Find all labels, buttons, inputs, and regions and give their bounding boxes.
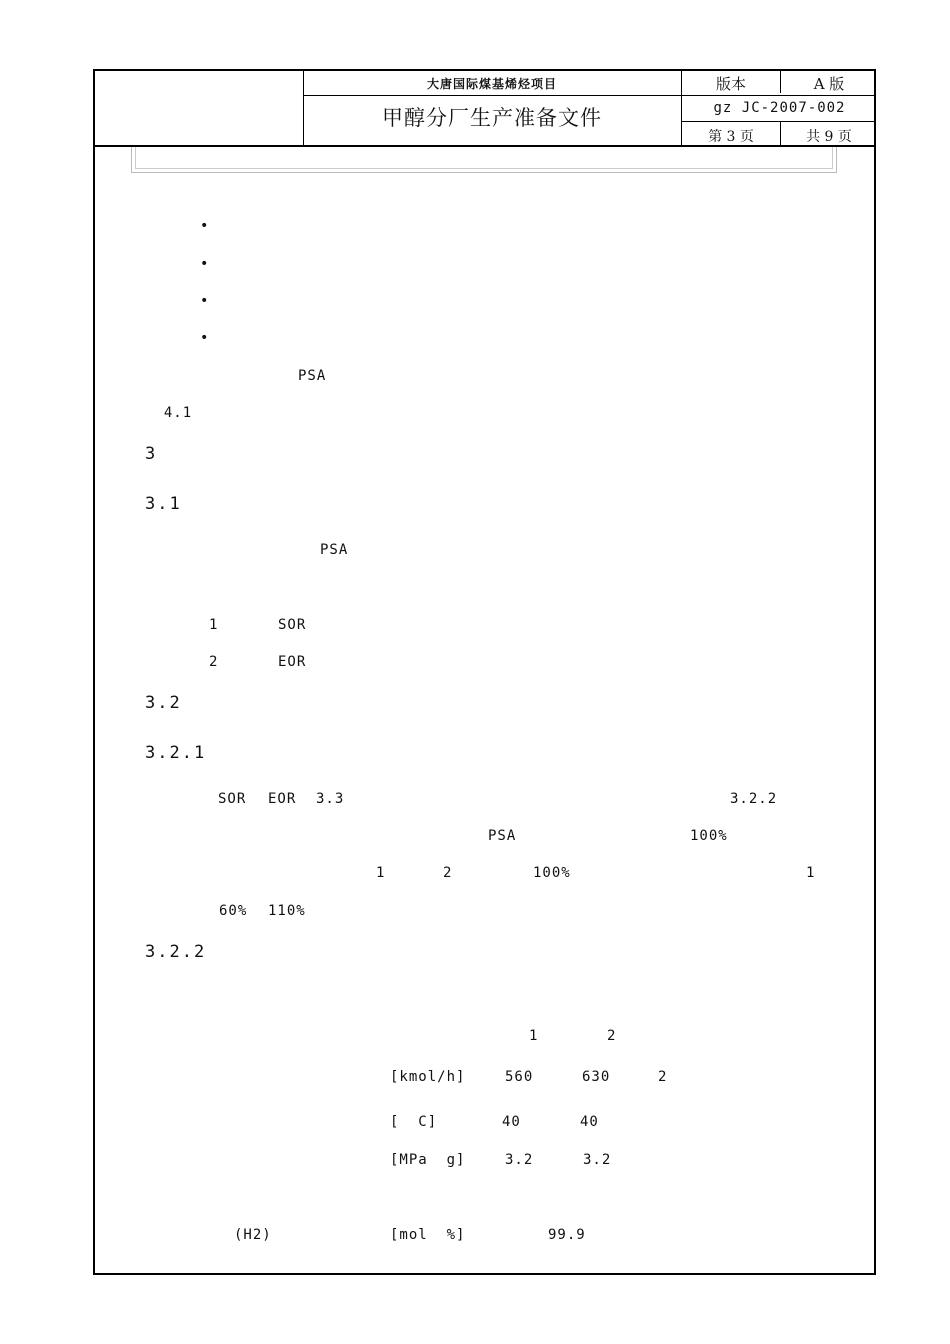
page-total: 共 9 页	[806, 129, 852, 145]
note-cell: 2	[658, 1069, 668, 1085]
table-cell-no: 2	[209, 654, 219, 670]
paragraph-text: PSA	[320, 542, 349, 558]
page-border	[93, 69, 876, 1275]
header-divider	[780, 122, 781, 145]
section-heading-3: 3	[145, 444, 158, 464]
table-cell-no: 1	[209, 617, 219, 633]
paragraph-text: SOR	[218, 791, 247, 807]
version-value: A 版	[813, 75, 845, 93]
document-number: gz JC-2007-002	[713, 100, 846, 116]
label-cell: (H2)	[234, 1227, 272, 1243]
paragraph-text: 3.2.2	[730, 791, 778, 807]
section-heading-3-2: 3.2	[145, 693, 182, 713]
header-divider	[780, 71, 781, 93]
value-cell: 630	[582, 1069, 611, 1085]
bullet-item: •	[200, 218, 210, 234]
figure-reference: 4.1	[145, 405, 193, 421]
case-label: 2	[607, 1028, 617, 1044]
unit-cell: [mol %]	[390, 1227, 466, 1243]
header-divider	[303, 95, 874, 96]
page-current: 第 3 页	[708, 129, 754, 145]
paragraph-text: 100%	[690, 828, 728, 844]
header-divider	[681, 71, 682, 145]
value-cell: 99.9	[548, 1227, 586, 1243]
paragraph-text: 60%	[219, 903, 248, 919]
paragraph-text: PSA	[488, 828, 517, 844]
header-divider	[681, 121, 874, 122]
version-label: 版本	[715, 75, 746, 93]
section-heading-3-2-1: 3.2.1	[145, 743, 207, 763]
value-cell: 40	[580, 1114, 599, 1130]
section-heading-3-2-2: 3.2.2	[145, 942, 207, 962]
paragraph-text: EOR	[268, 791, 297, 807]
unit-cell: [ C]	[390, 1114, 438, 1130]
bullet-item: •	[200, 256, 210, 272]
paragraph-text: 1	[376, 865, 386, 881]
bullet-item: •	[200, 293, 210, 309]
paragraph-text: 1	[806, 865, 816, 881]
bullet-item: •	[200, 330, 210, 346]
value-cell: 560	[505, 1069, 534, 1085]
paragraph-text: 2	[443, 865, 453, 881]
paragraph-text: 100%	[533, 865, 571, 881]
paragraph-text: 110%	[268, 903, 306, 919]
document-header	[93, 69, 876, 147]
project-name: 大唐国际煤基烯烃项目	[426, 77, 557, 91]
unit-cell: [kmol/h]	[390, 1069, 466, 1085]
value-cell: 3.2	[505, 1152, 534, 1168]
header-divider	[303, 71, 304, 145]
table-cell-case: EOR	[278, 654, 307, 670]
paragraph-text: 3.3	[316, 791, 345, 807]
table-cell-case: SOR	[278, 617, 307, 633]
value-cell: 40	[502, 1114, 521, 1130]
unit-cell: [MPa g]	[390, 1152, 466, 1168]
section-heading-3-1: 3.1	[145, 494, 182, 514]
paragraph-text: PSA	[298, 368, 327, 384]
value-cell: 3.2	[583, 1152, 612, 1168]
content-frame	[135, 147, 833, 169]
document-title: 甲醇分厂生产准备文件	[382, 106, 602, 130]
case-label: 1	[529, 1028, 539, 1044]
